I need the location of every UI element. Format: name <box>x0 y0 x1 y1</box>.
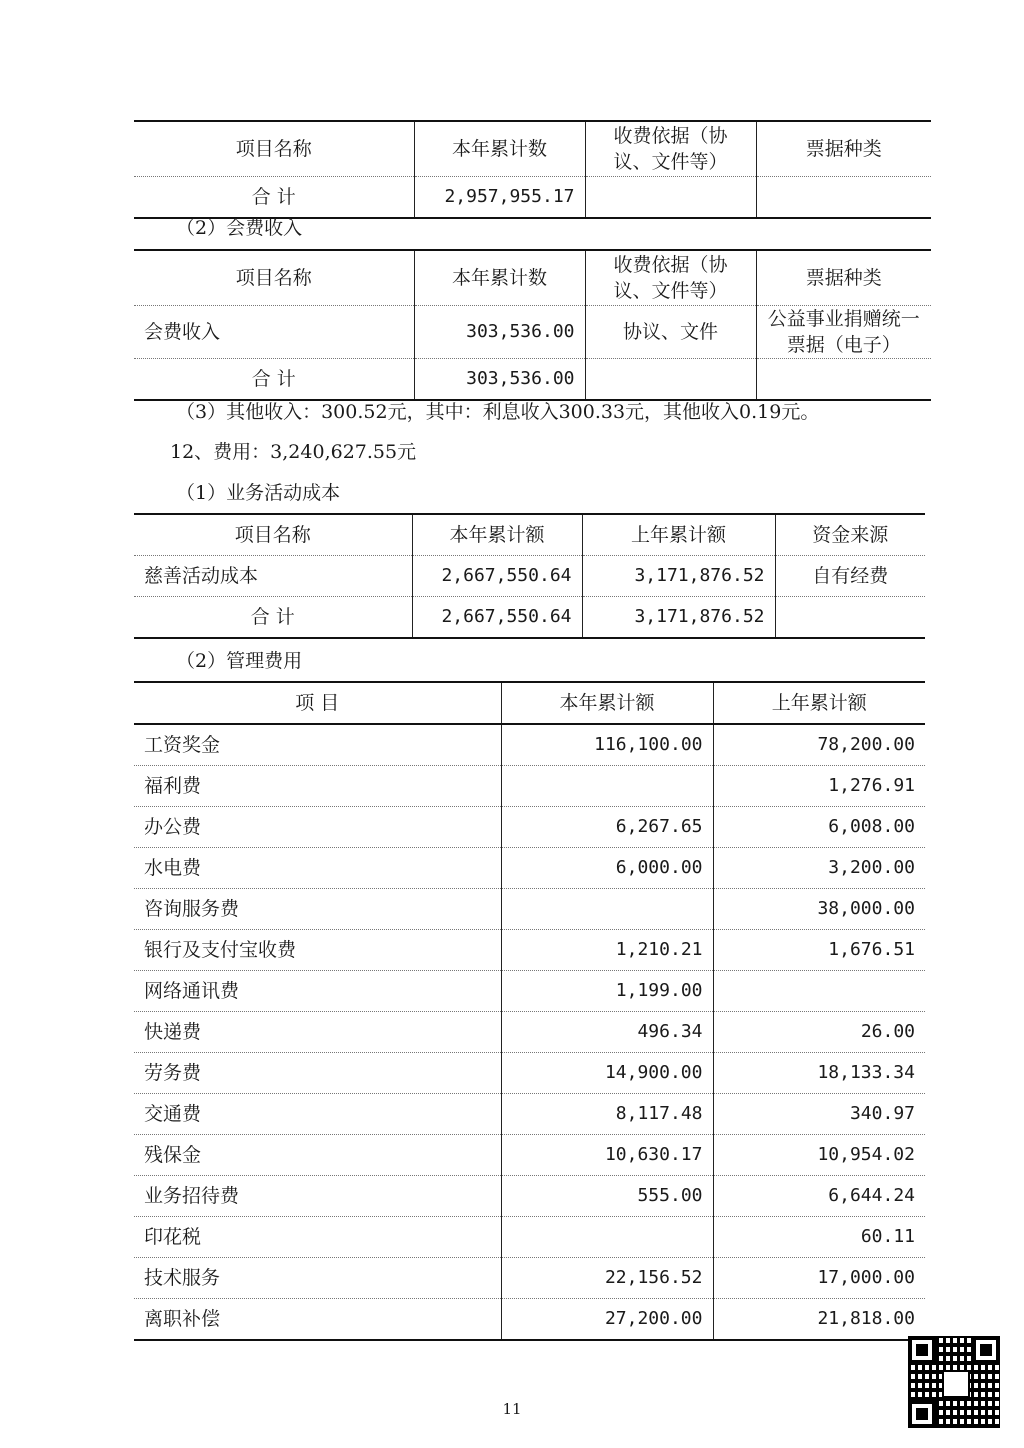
qr-finder-icon <box>908 1336 936 1364</box>
business-cost-table <box>134 513 925 639</box>
header-cell: 项目名称 <box>134 250 414 306</box>
total-row <box>134 597 925 639</box>
qr-center-icon <box>942 1370 970 1398</box>
item-current: 27,200.00 <box>501 1299 713 1341</box>
item-current: 1,210.21 <box>501 930 713 971</box>
section-heading-membership: （2）会费收入 <box>176 217 303 239</box>
item-name: 水电费 <box>134 848 501 889</box>
empty-cell <box>585 177 756 219</box>
item-current: 22,156.52 <box>501 1258 713 1299</box>
total-label: 合 计 <box>134 597 412 639</box>
item-previous <box>713 971 925 1012</box>
item-previous: 6,644.24 <box>713 1176 925 1217</box>
header-cell: 上年累计额 <box>582 514 775 556</box>
item-name: 交通费 <box>134 1094 501 1135</box>
empty-cell <box>585 359 756 401</box>
header-cell: 项目名称 <box>134 121 414 177</box>
item-current: 116,100.00 <box>501 724 713 766</box>
total-amount: 2,957,955.17 <box>414 177 585 219</box>
header-cell: 本年累计额 <box>412 514 582 556</box>
header-cell: 本年累计额 <box>501 682 713 724</box>
table-row <box>134 556 925 597</box>
section-heading-admin-expense: （2）管理费用 <box>176 650 303 672</box>
income-table-1 <box>134 120 931 219</box>
header-cell: 项 目 <box>134 682 501 724</box>
item-name: 印花税 <box>134 1217 501 1258</box>
item-previous: 340.97 <box>713 1094 925 1135</box>
item-previous: 60.11 <box>713 1217 925 1258</box>
table-row <box>134 766 925 807</box>
table-row <box>134 724 925 766</box>
table-row <box>134 1094 925 1135</box>
item-current: 14,900.00 <box>501 1053 713 1094</box>
item-current: 555.00 <box>501 1176 713 1217</box>
item-name: 慈善活动成本 <box>134 556 412 597</box>
header-cell: 项目名称 <box>134 514 412 556</box>
item-receipt: 公益事业捐赠统一票据（电子） <box>756 306 931 359</box>
item-name: 劳务费 <box>134 1053 501 1094</box>
qr-finder-icon <box>972 1336 1000 1364</box>
item-current: 2,667,550.64 <box>412 556 582 597</box>
table-row <box>134 848 925 889</box>
table-row <box>134 1217 925 1258</box>
membership-income-table <box>134 249 931 401</box>
item-previous: 21,818.00 <box>713 1299 925 1341</box>
item-current: 10,630.17 <box>501 1135 713 1176</box>
item-current: 6,000.00 <box>501 848 713 889</box>
empty-cell <box>756 177 931 219</box>
item-previous: 3,200.00 <box>713 848 925 889</box>
item-current <box>501 889 713 930</box>
admin-expense-table <box>134 681 925 1341</box>
qr-code-icon <box>908 1336 1000 1428</box>
item-name: 残保金 <box>134 1135 501 1176</box>
table-row <box>134 1135 925 1176</box>
item-current <box>501 766 713 807</box>
item-previous: 78,200.00 <box>713 724 925 766</box>
total-label: 合 计 <box>134 177 414 219</box>
expense-total-heading: 12、费用：3,240,627.55元 <box>170 441 417 463</box>
total-label: 合 计 <box>134 359 414 401</box>
item-previous: 1,276.91 <box>713 766 925 807</box>
item-previous: 6,008.00 <box>713 807 925 848</box>
item-current: 6,267.65 <box>501 807 713 848</box>
total-previous: 3,171,876.52 <box>582 597 775 639</box>
table-header-row <box>134 250 931 306</box>
item-previous: 1,676.51 <box>713 930 925 971</box>
item-source: 自有经费 <box>775 556 925 597</box>
header-cell: 收费依据（协议、文件等） <box>585 250 756 306</box>
item-name: 网络通讯费 <box>134 971 501 1012</box>
item-basis: 协议、文件 <box>585 306 756 359</box>
total-current: 2,667,550.64 <box>412 597 582 639</box>
item-name: 快递费 <box>134 1012 501 1053</box>
item-name: 技术服务 <box>134 1258 501 1299</box>
header-cell: 资金来源 <box>775 514 925 556</box>
header-cell: 本年累计数 <box>414 121 585 177</box>
item-previous: 38,000.00 <box>713 889 925 930</box>
total-row <box>134 359 931 401</box>
table-row <box>134 1176 925 1217</box>
empty-cell <box>775 597 925 639</box>
item-name: 咨询服务费 <box>134 889 501 930</box>
header-cell: 票据种类 <box>756 121 931 177</box>
item-previous: 3,171,876.52 <box>582 556 775 597</box>
item-previous: 18,133.34 <box>713 1053 925 1094</box>
item-current: 496.34 <box>501 1012 713 1053</box>
section-heading-business-cost: （1）业务活动成本 <box>176 482 341 504</box>
table-row <box>134 1053 925 1094</box>
table-header-row <box>134 121 931 177</box>
item-name: 离职补偿 <box>134 1299 501 1341</box>
item-current: 8,117.48 <box>501 1094 713 1135</box>
table-row <box>134 807 925 848</box>
header-cell: 票据种类 <box>756 250 931 306</box>
total-amount: 303,536.00 <box>414 359 585 401</box>
item-amount: 303,536.00 <box>414 306 585 359</box>
item-previous: 26.00 <box>713 1012 925 1053</box>
table-row <box>134 971 925 1012</box>
item-name: 福利费 <box>134 766 501 807</box>
empty-cell <box>756 359 931 401</box>
header-cell: 本年累计数 <box>414 250 585 306</box>
item-name: 会费收入 <box>134 306 414 359</box>
header-cell: 上年累计额 <box>713 682 925 724</box>
page-number: 11 <box>502 1400 522 1418</box>
other-income-text: （3）其他收入：300.52元，其中：利息收入300.33元，其他收入0.19元。 <box>176 401 820 423</box>
item-name: 银行及支付宝收费 <box>134 930 501 971</box>
item-previous: 17,000.00 <box>713 1258 925 1299</box>
item-previous: 10,954.02 <box>713 1135 925 1176</box>
table-row <box>134 306 931 359</box>
total-row <box>134 177 931 219</box>
table-row <box>134 1012 925 1053</box>
item-current <box>501 1217 713 1258</box>
table-row <box>134 1299 925 1341</box>
header-cell: 收费依据（协议、文件等） <box>585 121 756 177</box>
table-row <box>134 1258 925 1299</box>
table-row <box>134 889 925 930</box>
item-name: 办公费 <box>134 807 501 848</box>
table-header-row <box>134 682 925 724</box>
table-header-row <box>134 514 925 556</box>
table-row <box>134 930 925 971</box>
item-current: 1,199.00 <box>501 971 713 1012</box>
item-name: 业务招待费 <box>134 1176 501 1217</box>
qr-finder-icon <box>908 1400 936 1428</box>
item-name: 工资奖金 <box>134 724 501 766</box>
